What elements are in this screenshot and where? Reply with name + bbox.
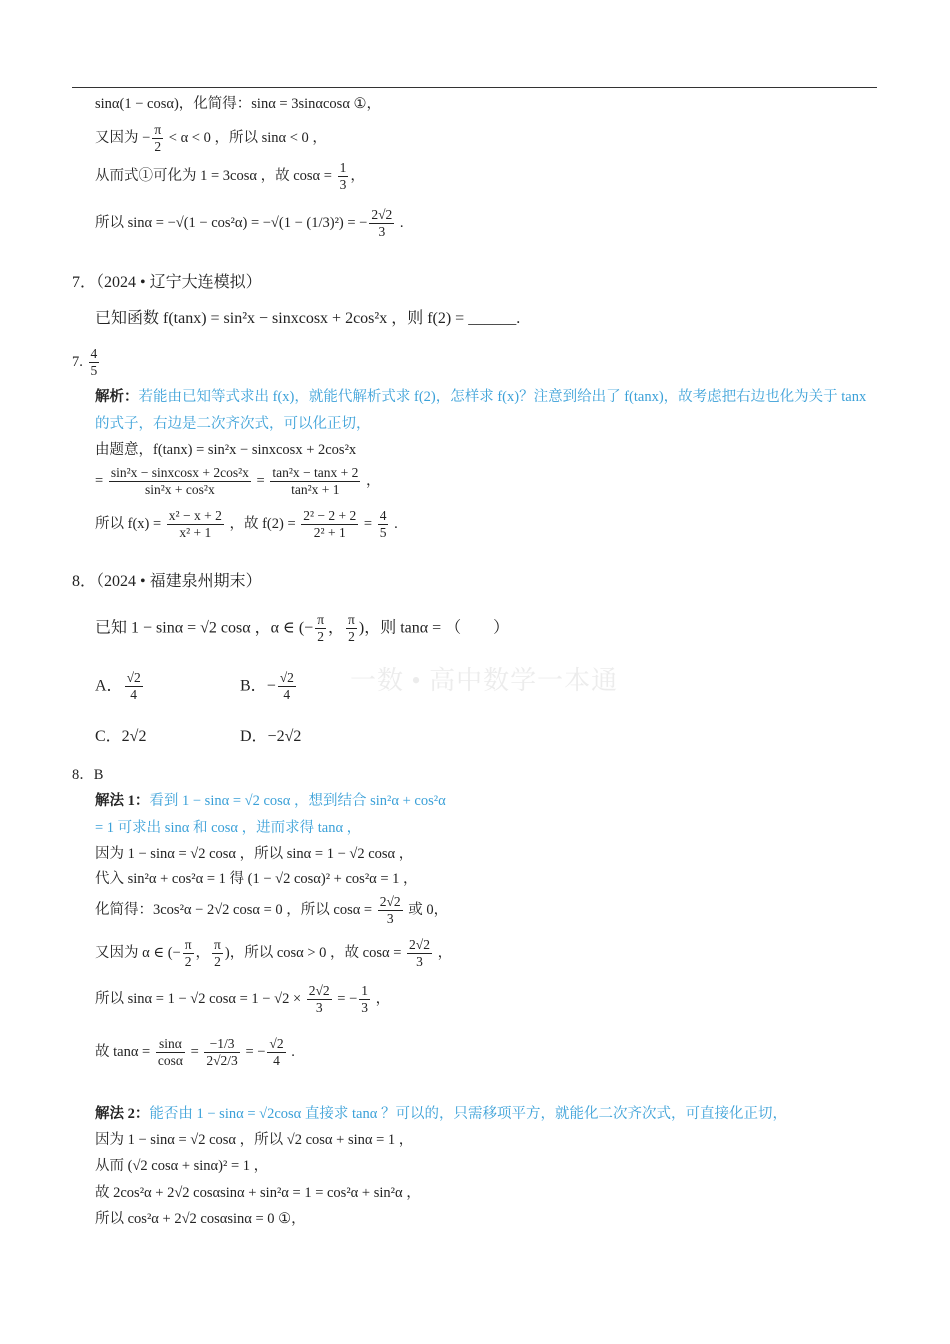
q8-method-2 bbox=[95, 1107, 787, 1122]
fraction bbox=[183, 937, 194, 970]
method-label: 解法 1： bbox=[95, 793, 150, 809]
text: = bbox=[95, 473, 107, 490]
denominator: sin²x + cos²x bbox=[144, 482, 215, 498]
q8-method-1 bbox=[95, 794, 446, 809]
q8-a2: 代入 sin²α + cos²α = 1 得 (1 − √2 cosα)² + cos²α = 1 ， bbox=[95, 871, 418, 887]
q7-step-2 bbox=[95, 465, 380, 498]
denominator: 2 bbox=[214, 954, 221, 970]
text: 故 tanα = bbox=[95, 1044, 154, 1061]
denominator: cosα bbox=[157, 1053, 183, 1069]
q8-title: 8．（2024 • 福建泉州期末） bbox=[72, 573, 262, 590]
numerator: sin²x − sinxcosx + 2cos²x bbox=[109, 465, 251, 482]
fraction bbox=[359, 983, 370, 1016]
numerator: π bbox=[152, 122, 163, 139]
numerator: 1 bbox=[359, 983, 370, 1000]
numerator: π bbox=[183, 937, 194, 954]
denominator: 3 bbox=[315, 1000, 323, 1016]
header-rule bbox=[72, 87, 877, 88]
method-hint: 看到 1 − sinα = √2 cosα ，想到结合 sin²α + cos²α bbox=[149, 793, 446, 809]
fraction bbox=[278, 670, 296, 703]
numerator: −1/3 bbox=[204, 1036, 239, 1053]
fraction bbox=[369, 207, 394, 240]
option-d[interactable]: D．−2√2 bbox=[240, 728, 302, 745]
denominator: 4 bbox=[273, 1053, 280, 1069]
numerator: π bbox=[315, 612, 326, 629]
fraction bbox=[315, 612, 326, 645]
top-line-2 bbox=[95, 122, 327, 155]
fraction bbox=[267, 1036, 285, 1069]
denominator: 4 bbox=[283, 687, 291, 703]
top-line-1: sinα(1 − cosα)，化简得：sinα = 3sinαcosα ①， bbox=[95, 96, 382, 112]
numerator: 2√2 bbox=[307, 983, 332, 1000]
fraction bbox=[89, 346, 100, 379]
text: − bbox=[266, 677, 276, 695]
text: 化简得：3cos²α − 2√2 cosα = 0 ，所以 cosα = bbox=[95, 902, 376, 919]
denominator: 2 bbox=[348, 629, 355, 645]
numerator: 2√2 bbox=[407, 937, 432, 954]
top-line-4 bbox=[95, 207, 404, 240]
text: 又因为 − bbox=[95, 130, 151, 147]
text: = − bbox=[333, 991, 358, 1008]
q7-analysis-2: 的式子，右边是二次齐次式，可以化正切， bbox=[95, 416, 371, 432]
numerator: π bbox=[346, 612, 357, 629]
option-b[interactable] bbox=[240, 670, 298, 703]
numerator: 4 bbox=[89, 346, 100, 363]
numerator: 2√2 bbox=[378, 894, 403, 911]
analysis-hint: 若能由已知等式求出 f(x)，就能代解析式求 f(2)，怎样求 f(x)？注意到给出了 f(tanx)，故考虑把右边也化为关于 tanx bbox=[138, 389, 867, 405]
q8-a4 bbox=[95, 937, 452, 970]
numerator: tan²x − tanx + 2 bbox=[270, 465, 360, 482]
q8-answer: 8．B bbox=[72, 767, 104, 783]
numerator: √2 bbox=[267, 1036, 285, 1053]
text: ， bbox=[195, 945, 211, 962]
numerator: π bbox=[212, 937, 223, 954]
text: = bbox=[186, 1044, 203, 1061]
numerator: 2² − 2 + 2 bbox=[301, 508, 358, 525]
fraction bbox=[152, 122, 163, 155]
denominator: 2² + 1 bbox=[313, 525, 346, 541]
q8-a3 bbox=[95, 894, 448, 927]
q8-a6 bbox=[95, 1036, 295, 1069]
denominator: 2 bbox=[184, 954, 192, 970]
answer-number: 7. bbox=[72, 354, 83, 371]
fraction bbox=[338, 160, 349, 193]
q7-answer bbox=[72, 346, 101, 379]
text: 或 0， bbox=[404, 902, 449, 919]
fraction bbox=[307, 983, 332, 1016]
numerator: sinα bbox=[156, 1036, 185, 1053]
watermark: 一数 • 高中数学一本通 bbox=[350, 666, 619, 695]
fraction bbox=[125, 670, 143, 703]
fraction bbox=[156, 1036, 185, 1069]
q8-b1: 因为 1 − sinα = √2 cosα ，所以 √2 cosα + sinα = 1 ， bbox=[95, 1132, 414, 1148]
denominator: 2 bbox=[154, 139, 162, 155]
method-label: 解法 2： bbox=[95, 1106, 150, 1122]
fraction bbox=[270, 465, 360, 498]
analysis-label: 解析： bbox=[95, 389, 139, 405]
text: )，所以 cosα > 0 ，故 cosα = bbox=[224, 945, 406, 962]
text: . bbox=[390, 516, 398, 533]
q7-title: 7．（2024 • 辽宁大连模拟） bbox=[72, 274, 262, 291]
text: 所以 f(x) = bbox=[95, 516, 165, 533]
text: ， bbox=[350, 168, 365, 185]
option-label: A． bbox=[95, 677, 123, 695]
text: ，故 f(2) = bbox=[225, 516, 300, 533]
text: ， bbox=[362, 473, 381, 490]
fraction bbox=[407, 937, 432, 970]
q7-step-3 bbox=[95, 508, 398, 541]
denominator: 3 bbox=[339, 177, 347, 193]
text: < α < 0 ，所以 sinα < 0 ， bbox=[165, 130, 327, 147]
denominator: 3 bbox=[416, 954, 423, 970]
q8-b2: 从而 (√2 cosα + sinα)² = 1 ， bbox=[95, 1158, 269, 1174]
text: ， bbox=[433, 945, 453, 962]
numerator: 4 bbox=[378, 508, 389, 525]
denominator: 3 bbox=[361, 1000, 369, 1016]
denominator: 5 bbox=[379, 525, 387, 541]
option-label: B． bbox=[240, 677, 267, 695]
q8-b4: 所以 cos²α + 2√2 cosαsinα = 0 ①， bbox=[95, 1211, 306, 1227]
text: )，则 tanα = （ ） bbox=[358, 619, 510, 637]
q8-b3: 故 2cos²α + 2√2 cosαsinα + sin²α = 1 = cos²α + sin²α ， bbox=[95, 1185, 421, 1201]
denominator: 4 bbox=[130, 687, 138, 703]
fraction bbox=[346, 612, 357, 645]
fraction bbox=[109, 465, 251, 498]
text: 已知 1 − sinα = √2 cosα ，α ∈ (− bbox=[95, 619, 314, 637]
text: = − bbox=[241, 1044, 266, 1061]
q8-a1: 因为 1 − sinα = √2 cosα ，所以 sinα = 1 − √2 cosα ， bbox=[95, 846, 414, 862]
top-line-3 bbox=[95, 160, 365, 193]
method-hint: 能否由 1 − sinα = √2cosα 直接求 tanα ？可以的，只需移项平方，就能化二次齐次式，可直接化正切， bbox=[149, 1106, 787, 1122]
text: . bbox=[396, 215, 404, 232]
numerator: x² − x + 2 bbox=[167, 508, 224, 525]
q8-method-1-hint-2: = 1 可求出 sinα 和 cosα ，进而求得 tanα ， bbox=[95, 820, 362, 836]
text: . bbox=[287, 1044, 295, 1061]
text: ， bbox=[372, 991, 391, 1008]
denominator: 5 bbox=[90, 363, 98, 379]
numerator: 1 bbox=[338, 160, 349, 177]
fraction bbox=[212, 937, 223, 970]
text: 从而式①可化为 1 = 3cosα ，故 cosα = bbox=[95, 168, 336, 185]
q8-a5 bbox=[95, 983, 390, 1016]
fraction bbox=[301, 508, 358, 541]
numerator: √2 bbox=[278, 670, 296, 687]
denominator: 2 bbox=[317, 629, 324, 645]
denominator: x² + 1 bbox=[179, 525, 212, 541]
text: 又因为 α ∈ (− bbox=[95, 945, 181, 962]
numerator: √2 bbox=[125, 670, 143, 687]
text: 所以 sinα = −√(1 − cos²α) = −√(1 − (1/3)²) = − bbox=[95, 215, 368, 232]
text: ， bbox=[328, 619, 345, 637]
fraction bbox=[378, 508, 389, 541]
fraction bbox=[378, 894, 403, 927]
denominator: 2√2/3 bbox=[206, 1053, 238, 1069]
text: = bbox=[252, 473, 269, 490]
denominator: 3 bbox=[386, 911, 394, 927]
text: = bbox=[360, 516, 376, 533]
text: 所以 sinα = 1 − √2 cosα = 1 − √2 × bbox=[95, 991, 305, 1008]
numerator: 2√2 bbox=[369, 207, 394, 224]
q7-stem: 已知函数 f(tanx) = sin²x − sinxcosx + 2cos²x ，则 f(2) = ______. bbox=[95, 310, 521, 327]
q8-stem bbox=[95, 612, 509, 645]
q7-analysis bbox=[95, 390, 866, 405]
fraction bbox=[204, 1036, 239, 1069]
option-c[interactable]: C．2√2 bbox=[95, 728, 147, 745]
option-a[interactable] bbox=[95, 670, 145, 703]
fraction bbox=[167, 508, 224, 541]
q7-step-1: 由题意，f(tanx) = sin²x − sinxcosx + 2cos²x bbox=[95, 442, 357, 458]
denominator: 3 bbox=[378, 224, 386, 240]
denominator: tan²x + 1 bbox=[291, 482, 340, 498]
